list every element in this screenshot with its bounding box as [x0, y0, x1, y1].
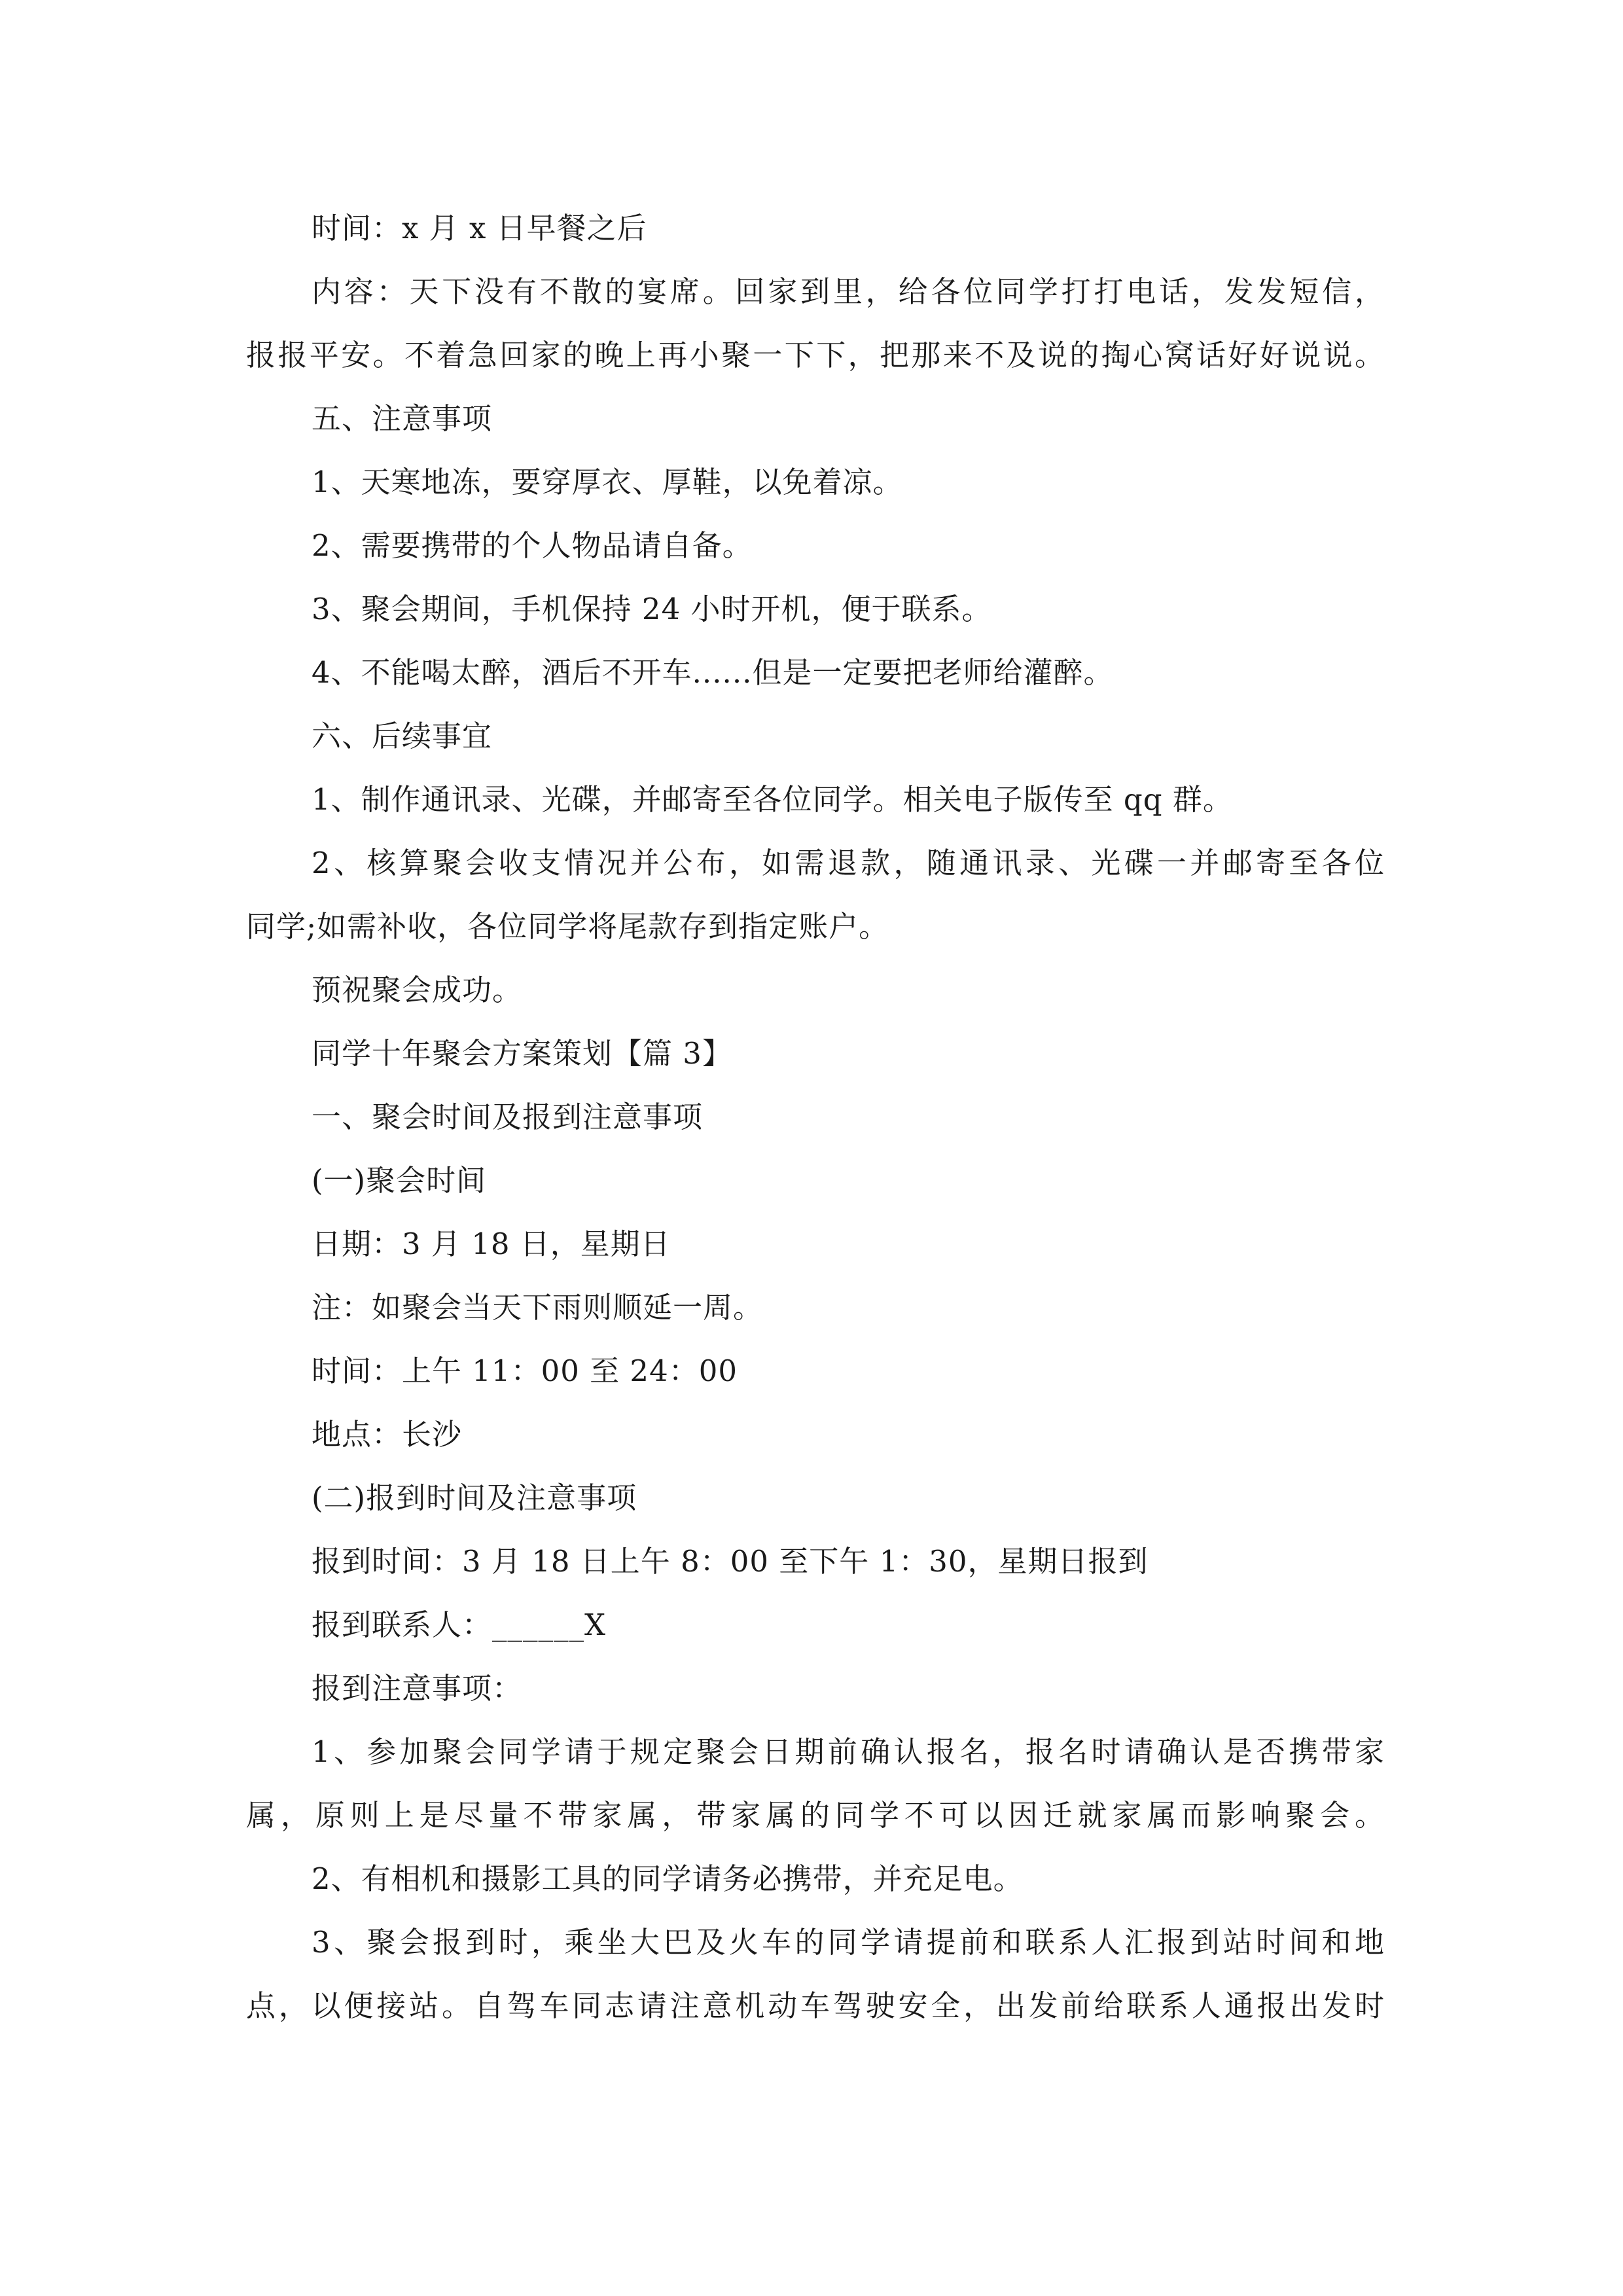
paragraph-line: 报到注意事项： [312, 1671, 523, 1706]
section-heading: 一、聚会时间及报到注意事项 [312, 1100, 704, 1134]
paragraph-line: 注：如聚会当天下雨则顺延一周。 [312, 1290, 764, 1325]
paragraph-line: 报到联系人：______X [312, 1607, 607, 1642]
paragraph-line: 报到时间：3 月 18 日上午 8：00 至下午 1：30，星期日报到 [312, 1544, 1149, 1579]
list-item: 2、核算聚会收支情况并公布，如需退款，随通讯录、光碟一并邮寄至各位 [312, 846, 1385, 880]
section-heading: 五、注意事项 [312, 401, 493, 436]
list-item: 1、天寒地冻，要穿厚衣、厚鞋，以免着凉。 [312, 465, 903, 499]
paragraph-line: 日期：3 月 18 日，星期日 [312, 1227, 671, 1261]
list-item: 1、参加聚会同学请于规定聚会日期前确认报名，报名时请确认是否携带家 [312, 1734, 1385, 1769]
subsection-heading: (一)聚会时间 [312, 1163, 487, 1198]
list-item-continuation: 同学;如需补收，各位同学将尾款存到指定账户。 [246, 909, 889, 944]
paragraph-line: 内容：天下没有不散的宴席。回家到里，给各位同学打打电话，发发短信， [312, 274, 1385, 309]
paragraph-line: 时间：x 月 x 日早餐之后 [312, 211, 647, 245]
paragraph-line: 报报平安。不着急回家的晚上再小聚一下下，把那来不及说的掏心窝话好好说说。 [246, 338, 1385, 372]
list-item: 3、聚会报到时，乘坐大巴及火车的同学请提前和联系人汇报到站时间和地 [312, 1925, 1385, 1960]
list-item: 2、有相机和摄影工具的同学请务必携带，并充足电。 [312, 1861, 1024, 1896]
paragraph-line: 地点：长沙 [312, 1417, 463, 1452]
section-heading: 六、后续事宜 [312, 719, 493, 753]
list-item: 4、不能喝太醉，酒后不开车......但是一定要把老师给灌醉。 [312, 655, 1114, 690]
subsection-heading: (二)报到时间及注意事项 [312, 1480, 637, 1515]
article-title: 同学十年聚会方案策划【篇 3】 [312, 1036, 732, 1071]
list-item: 3、聚会期间，手机保持 24 小时开机，便于联系。 [312, 592, 992, 626]
list-item: 2、需要携带的个人物品请自备。 [312, 528, 753, 563]
list-item-continuation: 属，原则上是尽量不带家属，带家属的同学不可以因迁就家属而影响聚会。 [246, 1798, 1385, 1833]
paragraph-line: 时间：上午 11：00 至 24：00 [312, 1354, 738, 1388]
document-body [246, 196, 1385, 2037]
list-item-continuation: 点，以便接站。自驾车同志请注意机动车驾驶安全，出发前给联系人通报出发时 [246, 1988, 1385, 2023]
paragraph-line: 预祝聚会成功。 [312, 973, 523, 1007]
list-item: 1、制作通讯录、光碟，并邮寄至各位同学。相关电子版传至 qq 群。 [312, 782, 1233, 817]
